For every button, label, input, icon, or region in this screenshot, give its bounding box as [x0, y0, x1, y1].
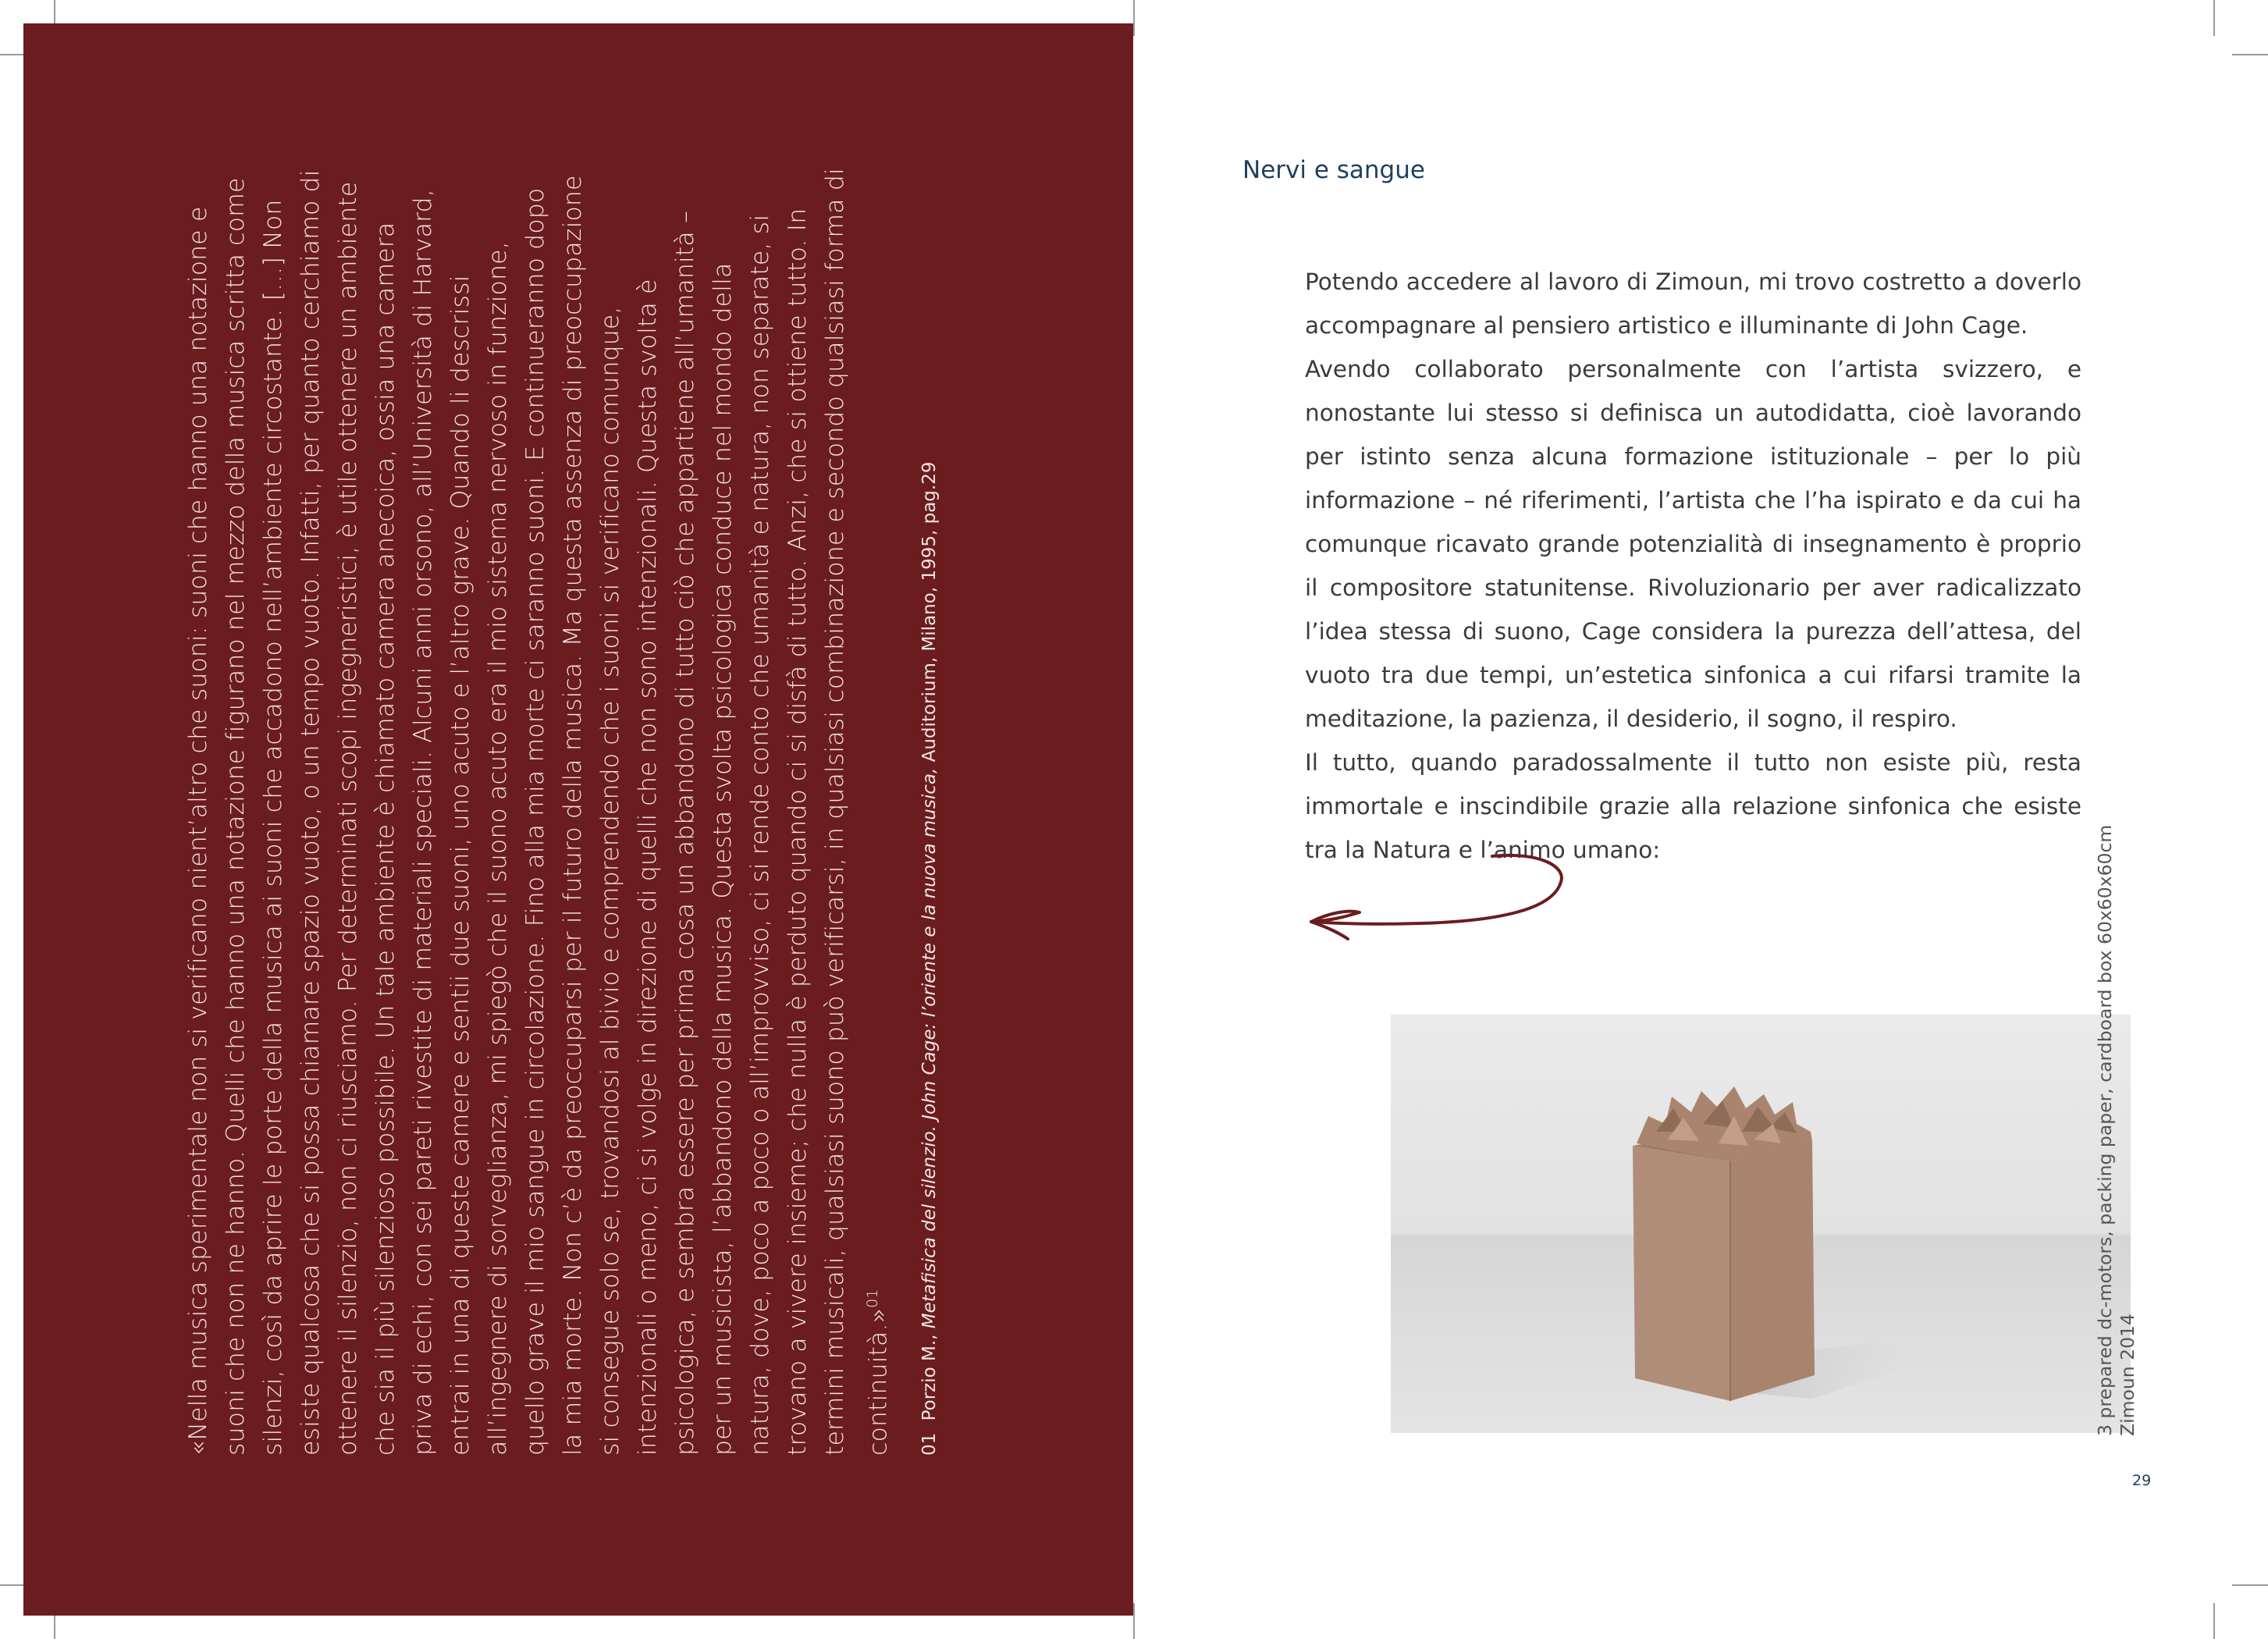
body-paragraph: Il tutto, quando paradossalmente il tutto non esiste più, resta immortale e inscindibile grazie alla relazione sinfonica che esiste tra la Natura e l’animo umano: [1305, 749, 2081, 863]
body-paragraph: Potendo accedere al lavoro di Zimoun, mi trovo costretto a doverlo accompagnare al pensiero artistico e illuminante di John Cage. [1305, 268, 2081, 339]
photo-caption-line: Zimoun 2014 [2117, 1314, 2138, 1436]
rotated-quote-block [180, 168, 941, 1456]
footnote-number: 01 [919, 1432, 940, 1456]
footnote-publisher: Auditorium, Milano, 1995, pag.29 [919, 461, 940, 763]
right-page [1133, 0, 2268, 1639]
quote-footnote [918, 168, 941, 1456]
cardboard-box-illustration [1391, 1015, 2131, 1433]
body-paragraph: Avendo collaborato personalmente con l’artista svizzero, e nonostante lui stesso si definisca un autodidatta, cioè lavorando per istinto senza alcuna formazione istituzionale – per lo più informazione – né riferimenti, l’artista che l’ha ispirato e da cui ha comunque ricavato grande potenzialità di insegnamento è proprio il compositore statunitense. Rivoluzionario per aver radicalizzato l’idea stessa di suono, Cage considera la purezza dell’attesa, del vuoto tra due tempi, un’estetica sinfonica a cui rifarsi tramite la meditazione, la pazienza, il desiderio, il sogno, il respiro. [1305, 356, 2081, 732]
quote-body: «Nella musica sperimentale non si verificano nient’altro che suoni: suoni che hanno una notazione e suoni che non ne hanno. Quelli che hanno una notazione figurano nel mezzo della musica scritta come silenzi, così da aprire le porte della musica ai suoni che accadono nell’ambiente circostante. […] Non esiste qualcosa che si possa chiamare spazio vuoto, o un tempo vuoto. Infatti, per quanto cerchiamo di ottenere il silenzio, non ci riusciamo. Per determinati scopi ingegneristici, è utile ottenere un ambiente che sia il più silenzioso possibile. Un tale ambiente è chiamato camera anecoica, ossia una camera priva di echi, con sei pareti rivestite di materiali speciali. Alcuni anni orsono, all’Università di Harvard, entrai in una di queste camere e sentii due suoni, uno acuto e l’altro grave. Quando li descrissi all’ingegnere di sorveglianza, mi spiegò che il suono acuto era il mio sistema nervoso in funzione, quello grave il mio sangue in circolazione. Fino alla mia morte ci saranno suoni. E continueranno dopo la mia morte. Non c’è da preoccuparsi per il futuro della musica. Ma questa assenza di preoccupazione si consegue solo se, trovandosi al bivio e comprendendo che i suoni si verificano comunque, intenzionali o meno, ci si volge in direzione di quelli che non sono intenzionali. Questa svolta è psicologica, e sembra essere per prima cosa un abbandono di tutto ciò che appartiene all’umanità – per un musicista, l’abbandono della musica. Questa svolta psicologica conduce nel mondo della natura, dove, poco a poco o all’improvviso, ci si rende conto che umanità e natura, non separate, si trovano a vivere insieme; che nulla è perduto quando ci si disfà di tutto. Anzi, che si ottiene tutto. In termini musicali, qualsiasi suono può verificarsi, in qualsiasi combinazione e secondo qualsiasi forma di continuità.» [184, 168, 893, 1456]
section-title: Nervi e sangue [1242, 156, 1425, 184]
left-page-quote-panel [23, 23, 1133, 1616]
page-number: 29 [2132, 1472, 2152, 1489]
body-text [1305, 260, 2081, 872]
quote-note-ref: 01 [864, 1289, 881, 1308]
footnote-title: Metafisica del silenzio. John Cage: l’oriente e la nuova musica, [919, 767, 940, 1329]
photo-caption-line: 3 prepared dc-motors, packing paper, cardboard box 60x60x60cm [2094, 824, 2116, 1436]
footnote-author: Porzio M., [919, 1334, 940, 1421]
curved-arrow-icon [1305, 847, 1601, 956]
quote-text [180, 168, 898, 1456]
photo-caption [2094, 824, 2139, 1436]
artwork-photo [1391, 1015, 2131, 1433]
